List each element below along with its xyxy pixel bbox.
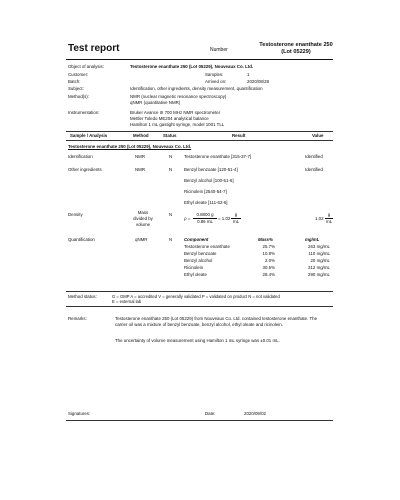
quant-row-name: Ethyl oleate bbox=[184, 272, 207, 277]
quant-row-name: Benzyl alcohol bbox=[184, 258, 213, 263]
arrived-value: 2020/08/28 bbox=[247, 79, 269, 84]
samples-value: 1 bbox=[247, 72, 250, 77]
method-status-bottom-rule bbox=[66, 306, 333, 307]
object-value: Testosterone enanthate 250 (Lot 05229), Nouveaux Co. Ltd. bbox=[130, 64, 254, 69]
remarks-label: Remarks: bbox=[68, 316, 87, 321]
table-header-rule bbox=[66, 140, 333, 141]
density-value-unit-den: mL bbox=[325, 219, 333, 224]
other-result: Benzyl benzoate [120-51-4] bbox=[184, 167, 238, 172]
date-label: Date: bbox=[205, 411, 216, 416]
density-value: 1.02 bbox=[315, 216, 324, 221]
quant-row-mgml: 20 mg/mL bbox=[310, 258, 330, 263]
method-status-line: G = GMP A = accredited V = generally validated P = validated on product N = not validated bbox=[112, 294, 280, 299]
batch-label: Batch: bbox=[68, 79, 81, 84]
sample-title: Testosterone enanthate 250 (Lot 05229), Nouveaux Co. Ltd. bbox=[68, 144, 192, 149]
quant-label: Quantification bbox=[68, 237, 95, 242]
density-approx: = 1.02 bbox=[218, 216, 231, 221]
header-divider bbox=[66, 59, 333, 60]
other-label: Other ingredients bbox=[68, 167, 102, 172]
density-denominator: 0.86 mL bbox=[197, 219, 213, 224]
signatures-label: Signatures: bbox=[68, 411, 91, 416]
density-value-unit-num: g bbox=[327, 212, 331, 217]
other-status: N bbox=[169, 167, 173, 172]
arrived-label: Arrived on: bbox=[205, 79, 227, 84]
identification-result: Testosterone enanthate [315-37-7] bbox=[184, 154, 252, 159]
other-value: Identified bbox=[305, 167, 323, 172]
col-header-value: Value bbox=[312, 133, 324, 138]
density-eq: = bbox=[188, 216, 191, 221]
methods-line: qNMR (quantitative NMR) bbox=[130, 100, 181, 105]
subject-value: Identification, other ingredients, density measurement, quantification bbox=[130, 86, 263, 91]
footer-rule bbox=[66, 420, 333, 421]
date-value: 2020/09/02 bbox=[244, 411, 266, 416]
col-header-result: Result bbox=[232, 133, 246, 138]
methods-line: NMR (nuclear magnetic resonance spectroscopy) bbox=[130, 94, 227, 99]
identification-label: Identification bbox=[68, 154, 93, 159]
report-title: Test report bbox=[68, 43, 120, 54]
other-result: Ricinolein [2540-54-7] bbox=[184, 189, 227, 194]
identification-status: N bbox=[169, 154, 173, 159]
quant-row-mass: 10.8% bbox=[262, 251, 275, 256]
method-status-rule bbox=[66, 291, 333, 292]
instrument-line: Hamilton 1 mL gastight syringe, model 1001 TLL bbox=[130, 122, 225, 127]
quant-col-mass: Mass% bbox=[258, 237, 273, 242]
methods-label: Method(s): bbox=[68, 94, 89, 99]
identification-value: Identified bbox=[305, 154, 323, 159]
other-result: Benzyl alcohol [100-51-6] bbox=[184, 178, 234, 183]
quant-col-mgml: mg/mL bbox=[305, 237, 320, 242]
table-top-rule bbox=[66, 131, 333, 132]
other-method: NMR bbox=[135, 167, 145, 172]
quant-method: qNMR bbox=[135, 237, 148, 242]
quant-row-name: Testosterone enanthate bbox=[184, 244, 230, 249]
col-header-sample: Sample / Analysis bbox=[70, 133, 108, 138]
density-unit-den: mL bbox=[232, 219, 240, 224]
instrument-line: Bruker Avance III 700 MHz NMR spectrometer bbox=[130, 110, 221, 115]
quant-row-name: Ricinolein bbox=[184, 265, 204, 270]
density-status: N bbox=[169, 212, 173, 217]
number-label: Number bbox=[210, 47, 228, 53]
density-label: Density bbox=[68, 212, 83, 217]
quant-row-mass: 2.0% bbox=[264, 258, 275, 263]
instrument-line: Mettler Toledo ME204 analytical balance bbox=[130, 116, 209, 121]
density-numerator: 0.8800 g bbox=[196, 212, 214, 217]
quant-row-mass: 25.7% bbox=[262, 244, 275, 249]
method-status-label: Method status: bbox=[68, 294, 97, 299]
method-status-line: E = external lab bbox=[112, 299, 142, 304]
quant-row-mass: 30.5% bbox=[262, 265, 275, 270]
identification-method: NMR bbox=[135, 154, 145, 159]
samples-label: Samples: bbox=[205, 72, 224, 77]
instrument-label: Instrumentation: bbox=[68, 110, 100, 115]
object-label: Object of analysis: bbox=[68, 64, 104, 69]
col-header-method: Method bbox=[133, 133, 149, 138]
density-method-line: divided by bbox=[133, 216, 153, 221]
quant-row-mgml: 110 mg/mL bbox=[308, 251, 330, 256]
quant-col-component: Component bbox=[184, 237, 209, 242]
customer-label: Customer: bbox=[68, 72, 89, 77]
quant-row-mass: 28.4% bbox=[262, 272, 275, 277]
remarks-paragraph: Testosterone enanthate 250 (Lot 05229) from Nouveaux Co. Ltd. contained testosterone enanthate. The carrier oil was a mixture of benzyl benzoate, benzyl alcohol, ethyl oleate and ricinolein. bbox=[115, 316, 318, 327]
col-header-status: Status bbox=[163, 133, 177, 138]
quant-status: N bbox=[169, 237, 173, 242]
quant-row-mgml: 263 mg/mL bbox=[308, 244, 330, 249]
other-result: Ethyl oleate [111-62-6] bbox=[184, 200, 228, 205]
density-method-line: volume bbox=[135, 222, 151, 227]
density-method-line: Mass bbox=[137, 210, 149, 215]
subject-label: Subject: bbox=[68, 86, 84, 91]
density-rho: ρ bbox=[184, 216, 187, 221]
number-value: Testosterone enanthate 250 (Lot 05229) bbox=[259, 42, 333, 55]
remarks-paragraph: The uncertainty of volume measurement using Hamilton 1 mL syringe was ±0.01 mL. bbox=[115, 338, 280, 343]
density-unit-num: g bbox=[234, 212, 238, 217]
quant-row-mgml: 312 mg/mL bbox=[308, 265, 330, 270]
quant-row-mgml: 290 mg/mL bbox=[308, 272, 330, 277]
quant-row-name: Benzyl benzoate bbox=[184, 251, 217, 256]
